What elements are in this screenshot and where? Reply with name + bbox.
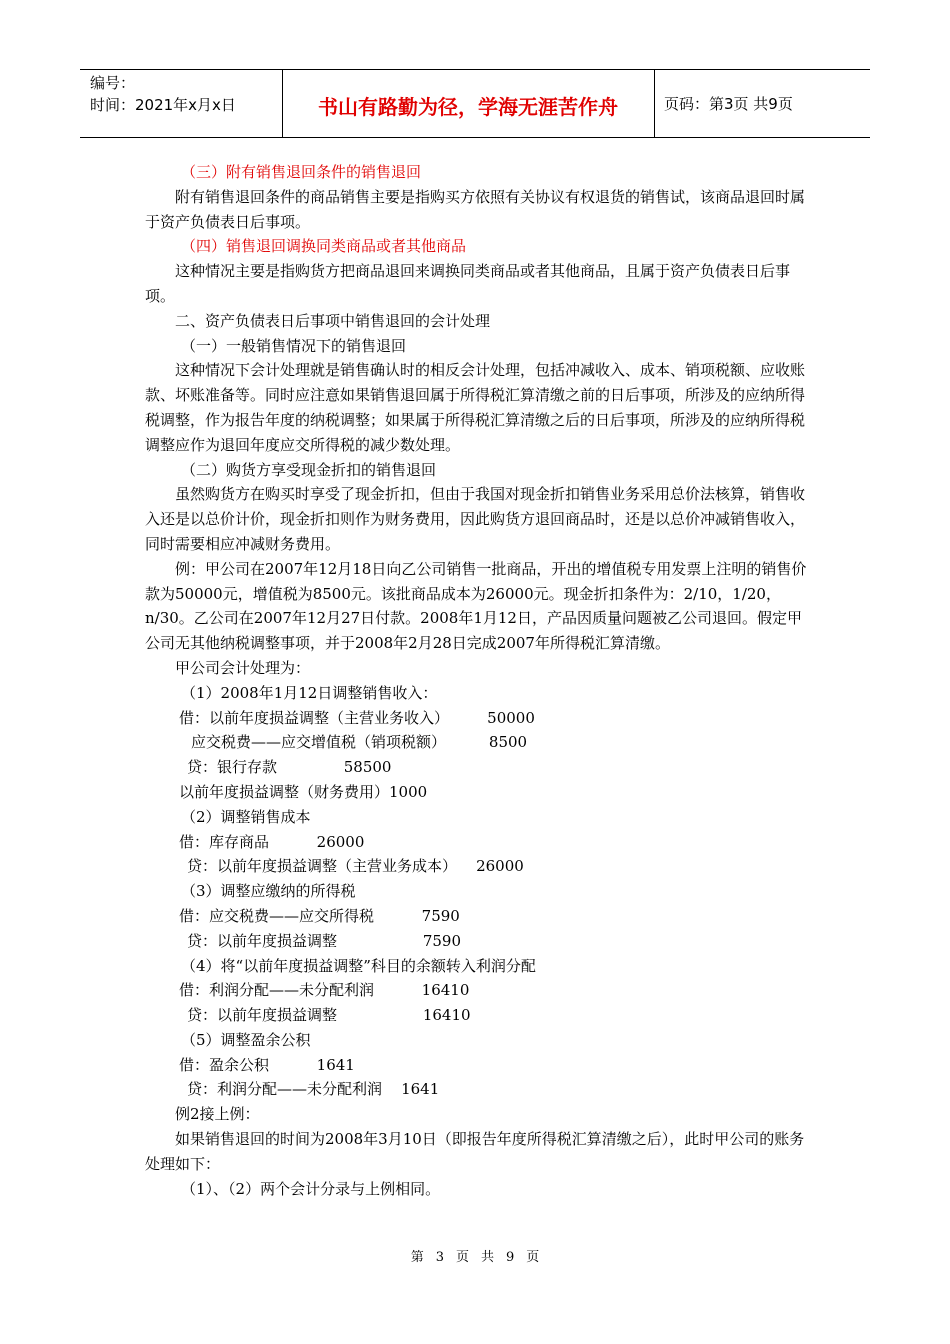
doc-code-label: 编号： [90, 74, 136, 92]
paragraph: 这种情况主要是指购货方把商品退回来调换同类商品或者其他商品，且属于资产负债表日后事项。 [145, 262, 791, 305]
page-footer [0, 1246, 950, 1265]
document-body [145, 160, 810, 1201]
paragraph: 借：利润分配——未分配利润 16410 [179, 981, 470, 1000]
paragraph: 借：盈余公积 1641 [179, 1055, 355, 1074]
doc-date-label: 时间：2021年x月x日 [90, 96, 236, 114]
footer-text: 共 [481, 1250, 495, 1265]
footer-text: 页 [455, 1250, 469, 1265]
header-page-label: 页码：第3页 共9页 [664, 95, 793, 113]
paragraph: （三）附有销售退回条件的销售退回 [181, 163, 422, 181]
header-motto: 书山有路勤为径，学海无涯苦作舟 [318, 95, 618, 119]
paragraph: 应交税费——应交增值税（销项税额） 8500 [191, 733, 528, 752]
paragraph: （一）一般销售情况下的销售退回 [181, 336, 407, 355]
paragraph: （二）购货方享受现金折扣的销售退回 [181, 460, 437, 479]
paragraph: （1）2008年1月12日调整销售收入： [181, 683, 438, 702]
footer-text: 第 [410, 1250, 424, 1265]
paragraph: 贷：利润分配——未分配利润 1641 [187, 1080, 440, 1099]
page-header [80, 69, 870, 138]
paragraph: 附有销售退回条件的商品销售主要是指购买方依照有关协议有权退货的销售试，该商品退回时属于资产负债表日后事项。 [145, 187, 806, 231]
paragraph: 借：应交税费——应交所得税 7590 [179, 906, 460, 925]
header-divider [654, 70, 655, 137]
paragraph: 贷：以前年度损益调整（主营业务成本） 26000 [187, 857, 524, 876]
paragraph: （4）将“以前年度损益调整”科目的余额转入利润分配 [181, 956, 536, 975]
paragraph: （四）销售退回调换同类商品或者其他商品 [181, 237, 467, 256]
paragraph: 例：甲公司在2007年12月18日向乙公司销售一批商品，开出的增值税专用发票上注明的销售价款为50000元，增值税为8500元。该批商品成本为26000元。现金折扣条件为：2/10，1/20，n/30。乙公司在2007年12月27日付款。2008年1月12日，产品因质量问题被乙公司退回。假定甲公司无其他纳税调整事项，并于2008年2月28日完成2007年所得税汇算清缴。 [145, 559, 807, 653]
paragraph: 贷：以前年度损益调整 16410 [187, 1006, 471, 1025]
paragraph: 如果销售退回的时间为2008年3月10日（即报告年度所得税汇算清缴之后），此时甲公司的账务处理如下： [145, 1130, 805, 1173]
footer-text: 9 [506, 1250, 515, 1265]
paragraph: （3）调整应缴纳的所得税 [181, 882, 356, 901]
paragraph: 以前年度损益调整（财务费用）1000 [179, 782, 428, 801]
paragraph: （1）、（2）两个会计分录与上例相同。 [181, 1179, 441, 1198]
paragraph: （5）调整盈余公积 [181, 1030, 311, 1049]
paragraph: （2）调整销售成本 [181, 807, 311, 826]
paragraph: 借：库存商品 26000 [179, 832, 365, 851]
paragraph: 贷：银行存款 58500 [187, 758, 392, 777]
paragraph: 二、资产负债表日后事项中销售退回的会计处理 [175, 311, 491, 330]
paragraph: 虽然购货方在购买时享受了现金折扣，但由于我国对现金折扣销售业务采用总价法核算，销售收入还是以总价计价，现金折扣则作为财务费用，因此购货方退回商品时，还是以总价冲减销售收入，同时需要相应冲减财务费用。 [145, 485, 806, 553]
footer-text: 页 [526, 1250, 540, 1265]
footer-text: 3 [435, 1250, 444, 1265]
paragraph: 甲公司会计处理为： [175, 658, 311, 677]
paragraph: 借：以前年度损益调整（主营业务收入） 50000 [179, 708, 535, 727]
paragraph: 贷：以前年度损益调整 7590 [187, 931, 462, 950]
paragraph: 这种情况下会计处理就是销售确认时的相反会计处理，包括冲减收入、成本、销项税额、应收账款、坏账准备等。同时应注意如果销售退回属于所得税汇算清缴之前的日后事项，所涉及的应纳所得税调整，作为报告年度的纳税调整；如果属于所得税汇算清缴之后的日后事项，所涉及的应纳所得税调整应作为退回年度应交所得税的减少数处理。 [145, 361, 806, 454]
paragraph: 例2接上例： [175, 1105, 260, 1124]
header-meta [90, 72, 236, 116]
